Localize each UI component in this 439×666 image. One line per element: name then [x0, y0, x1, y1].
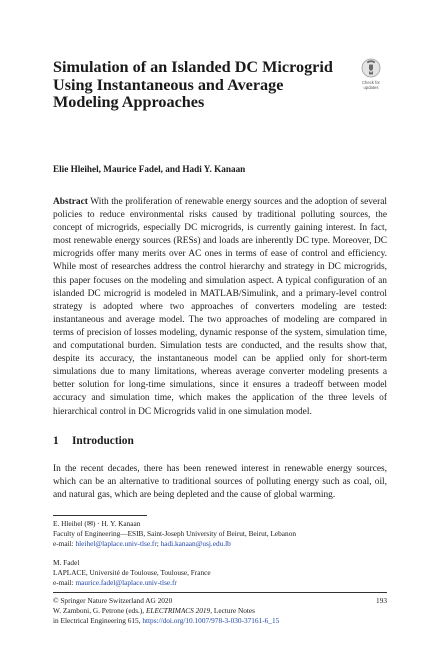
- editors: W. Zamboni, G. Petrone (eds.),: [53, 605, 146, 615]
- section-title: Introduction: [72, 435, 134, 447]
- abstract: [53, 196, 387, 419]
- email-label: e-mail:: [53, 577, 76, 587]
- page-footer: [53, 596, 387, 625]
- footer-divider: [53, 592, 387, 593]
- affiliation-email-line: [53, 539, 393, 549]
- page-number: 193: [376, 596, 387, 605]
- paper-title: [53, 59, 343, 112]
- affiliation-1: [53, 519, 393, 548]
- abstract-label: Abstract: [53, 197, 88, 207]
- title-line-3: Modeling Approaches: [53, 93, 205, 112]
- citation-line-2: [53, 616, 387, 626]
- email-label: e-mail:: [53, 538, 76, 548]
- affiliation-institution: Faculty of Engineering—ESIB, Saint-Joseph University of Beirut, Beirut, Lebanon: [53, 528, 296, 538]
- affiliation-names: E. Hleihel (✉) · H. Y. Kanaan: [53, 519, 141, 528]
- intro-paragraph: In the recent decades, there has been renewed interest in renewable energy sources, which can be an alternative to traditional sources of polluting energy such as coal, oil, and natural gas, which are being depleted and the cause of global warming.: [53, 464, 387, 501]
- title-line-2: Using Instantaneous and Average: [53, 75, 284, 94]
- email-separator: ;: [156, 538, 161, 548]
- abstract-text: With the proliferation of renewable energy sources and the adoption of several policies to reduce environmental risks caused by traditional polluting sources, the concept of microgrids, especially DC microgrids, is currently gaining interest. In fact, most renewable energy sources (RESs) and loads are inherently DC type. Moreover, DC microgrids offer many merits over AC ones in terms of ease of control and efficiency. While most of researches address the control hierarchy and strategy in DC microgrids, this paper focuses on the modeling and simulation aspect. A typical configuration of an islanded DC microgrid is modeled in MATLAB/Simulink, and a primary-level control strategy is adopted where two approaches of converters modeling are tested: instantaneous and average model. The two approaches of modeling are compared in terms of precision of losses modeling, dynamic response of the system, simulation time, and computational burden. Simulation tests are conducted, and the results show that, despite its accuracy, the instantaneous model can be applied only for short-term simulations due to many limitations, whereas average converter modeling presents a better solution for long-time simulations, since it ensures a tradeoff between model accuracy and simulation time, which makes the application of the three levels of hierarchical control in DC Microgrids valid in one simulation model.: [53, 197, 387, 417]
- footnote-divider: [53, 515, 147, 516]
- affiliation-names: M. Fadel: [53, 558, 80, 567]
- email-link-fadel[interactable]: maurice.fadel@laplace.univ-tlse.fr: [75, 577, 177, 587]
- book-title: ELECTRIMACS 2019: [145, 605, 211, 615]
- affiliation-institution: LAPLACE, Université de Toulouse, Toulouse, France: [53, 567, 211, 577]
- title-line-1: Simulation of an Islanded DC Microgrid: [53, 58, 333, 76]
- series-suffix: , Lecture Notes: [210, 605, 255, 615]
- author-list: Elie Hleihel, Maurice Fadel, and Hadi Y. Kanaan: [53, 164, 246, 174]
- copyright: © Springer Nature Switzerland AG 2020: [53, 596, 173, 605]
- badge-line-2: updates: [363, 84, 379, 90]
- affiliation-email-line: [53, 578, 393, 588]
- email-link-kanaan[interactable]: hadi.kanaan@usj.edu.lb: [160, 538, 231, 548]
- check-for-updates-icon: [361, 58, 381, 80]
- email-link-hleihel[interactable]: hleihel@laplace.univ-tlse.fr: [75, 538, 157, 548]
- check-for-updates-badge[interactable]: [356, 58, 386, 94]
- citation-line-1: [53, 606, 387, 616]
- series: in Electrical Engineering 615,: [53, 615, 143, 625]
- affiliation-2: [53, 558, 393, 587]
- doi-link[interactable]: https://doi.org/10.1007/978-3-030-37161-6_15: [142, 615, 280, 625]
- copyright-line: [53, 596, 387, 606]
- section-number: 1: [53, 435, 59, 447]
- badge-label: [356, 81, 386, 90]
- section-heading: [53, 434, 253, 448]
- badge-line-1: Check for: [362, 80, 380, 85]
